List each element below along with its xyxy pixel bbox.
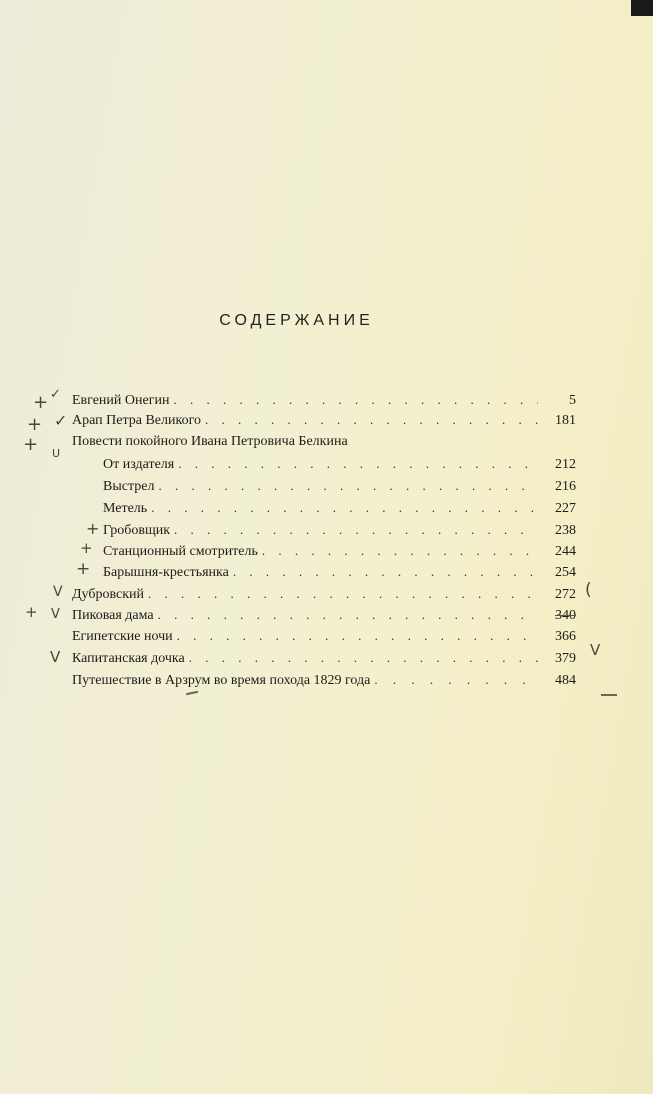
toc-page-number: 379	[555, 651, 576, 666]
pencil-plus-mark: +	[86, 519, 100, 538]
toc-row-pikovaya-dama[interactable]	[72, 607, 576, 627]
pencil-check-mark: ✓	[54, 411, 68, 430]
page-title: СОДЕРЖАНИЕ	[219, 312, 374, 329]
toc-page-number: 5	[569, 393, 576, 408]
pencil-plus-mark: +	[80, 539, 93, 557]
leader-dots	[173, 392, 538, 408]
toc-page-number: 484	[555, 673, 576, 688]
toc-row-metel[interactable]	[103, 500, 576, 520]
pencil-stroke	[601, 694, 617, 696]
toc-page-number: 340	[555, 608, 576, 623]
toc-title: Барышня-крестьянка	[103, 565, 229, 580]
leader-dots	[262, 543, 538, 559]
toc-title: Повести покойного Ивана Петровича Белкина	[72, 434, 348, 449]
toc-title: Станционный смотритель	[103, 544, 258, 559]
toc-row-povesti-belkina[interactable]	[72, 434, 576, 454]
leader-dots	[158, 607, 538, 623]
pencil-plus-mark: +	[76, 559, 91, 579]
toc-page-number: 227	[555, 501, 576, 516]
pencil-plus-mark: +	[23, 434, 39, 455]
toc-row-kapitanskaya-dochka[interactable]	[72, 650, 576, 670]
leader-dots	[177, 628, 538, 644]
leader-dots	[178, 456, 538, 472]
leader-dots	[148, 586, 538, 602]
toc-row-evgeniy-onegin[interactable]	[72, 392, 576, 412]
toc-row-grobovshchik[interactable]	[103, 522, 576, 542]
toc-row-puteshestvie-v-arzrum[interactable]	[72, 672, 576, 692]
toc-page-number: 366	[555, 629, 576, 644]
toc-row-dubrovskiy[interactable]	[72, 586, 576, 606]
leader-dots	[158, 478, 538, 494]
toc-row-baryshnya-krestyanka[interactable]	[103, 564, 576, 584]
leader-dots	[205, 412, 538, 428]
pencil-v-mark: V	[51, 607, 60, 622]
toc-row-vystrel[interactable]	[103, 478, 576, 498]
toc-page-number: 244	[555, 544, 576, 559]
toc-title: Дубровский	[72, 587, 145, 602]
toc-row-arap[interactable]	[72, 412, 576, 432]
leader-dots	[151, 500, 538, 516]
pencil-u-mark: U	[52, 447, 61, 460]
toc-row-ot-izdatelya[interactable]	[103, 456, 576, 476]
toc-row-stantsionnyy-smotritel[interactable]	[103, 543, 576, 563]
toc-title: Путешествие в Арзрум во время похода 1829 года	[72, 673, 371, 688]
leader-dots	[189, 650, 538, 666]
pencil-v-mark: V	[50, 648, 61, 666]
toc-page-number: 238	[555, 523, 576, 538]
toc-title: Евгений Онегин	[72, 393, 170, 408]
pencil-v-mark: V	[53, 584, 63, 600]
pencil-plus-mark: +	[27, 414, 43, 435]
toc-page-number: 181	[555, 413, 576, 428]
leader-dots	[374, 672, 538, 688]
toc-row-egipetskie-nochi[interactable]	[72, 628, 576, 648]
toc-page-number: 272	[555, 587, 576, 602]
pencil-bracket-mark: (	[585, 580, 592, 600]
toc-title: Метель	[103, 501, 148, 516]
toc-title: Арап Петра Великого	[72, 413, 201, 428]
toc-page-number: 216	[555, 479, 576, 494]
toc-title: Египетские ночи	[72, 629, 173, 644]
pencil-v-mark: V	[590, 641, 601, 659]
toc-title: Пиковая дама	[72, 608, 154, 623]
toc-title: Гробовщик	[103, 523, 171, 538]
pencil-check-mark: ✓	[50, 387, 61, 402]
leader-dots	[233, 564, 538, 580]
scan-corner-mark	[631, 0, 653, 16]
leader-dots	[174, 522, 538, 538]
toc-page-number: 254	[555, 565, 576, 580]
toc-title: Выстрел	[103, 479, 155, 494]
toc-page-number: 212	[555, 457, 576, 472]
toc-title: От издателя	[103, 457, 175, 472]
toc-title: Капитанская дочка	[72, 651, 185, 666]
pencil-plus-mark: +	[25, 603, 38, 621]
pencil-plus-mark: +	[33, 392, 49, 413]
